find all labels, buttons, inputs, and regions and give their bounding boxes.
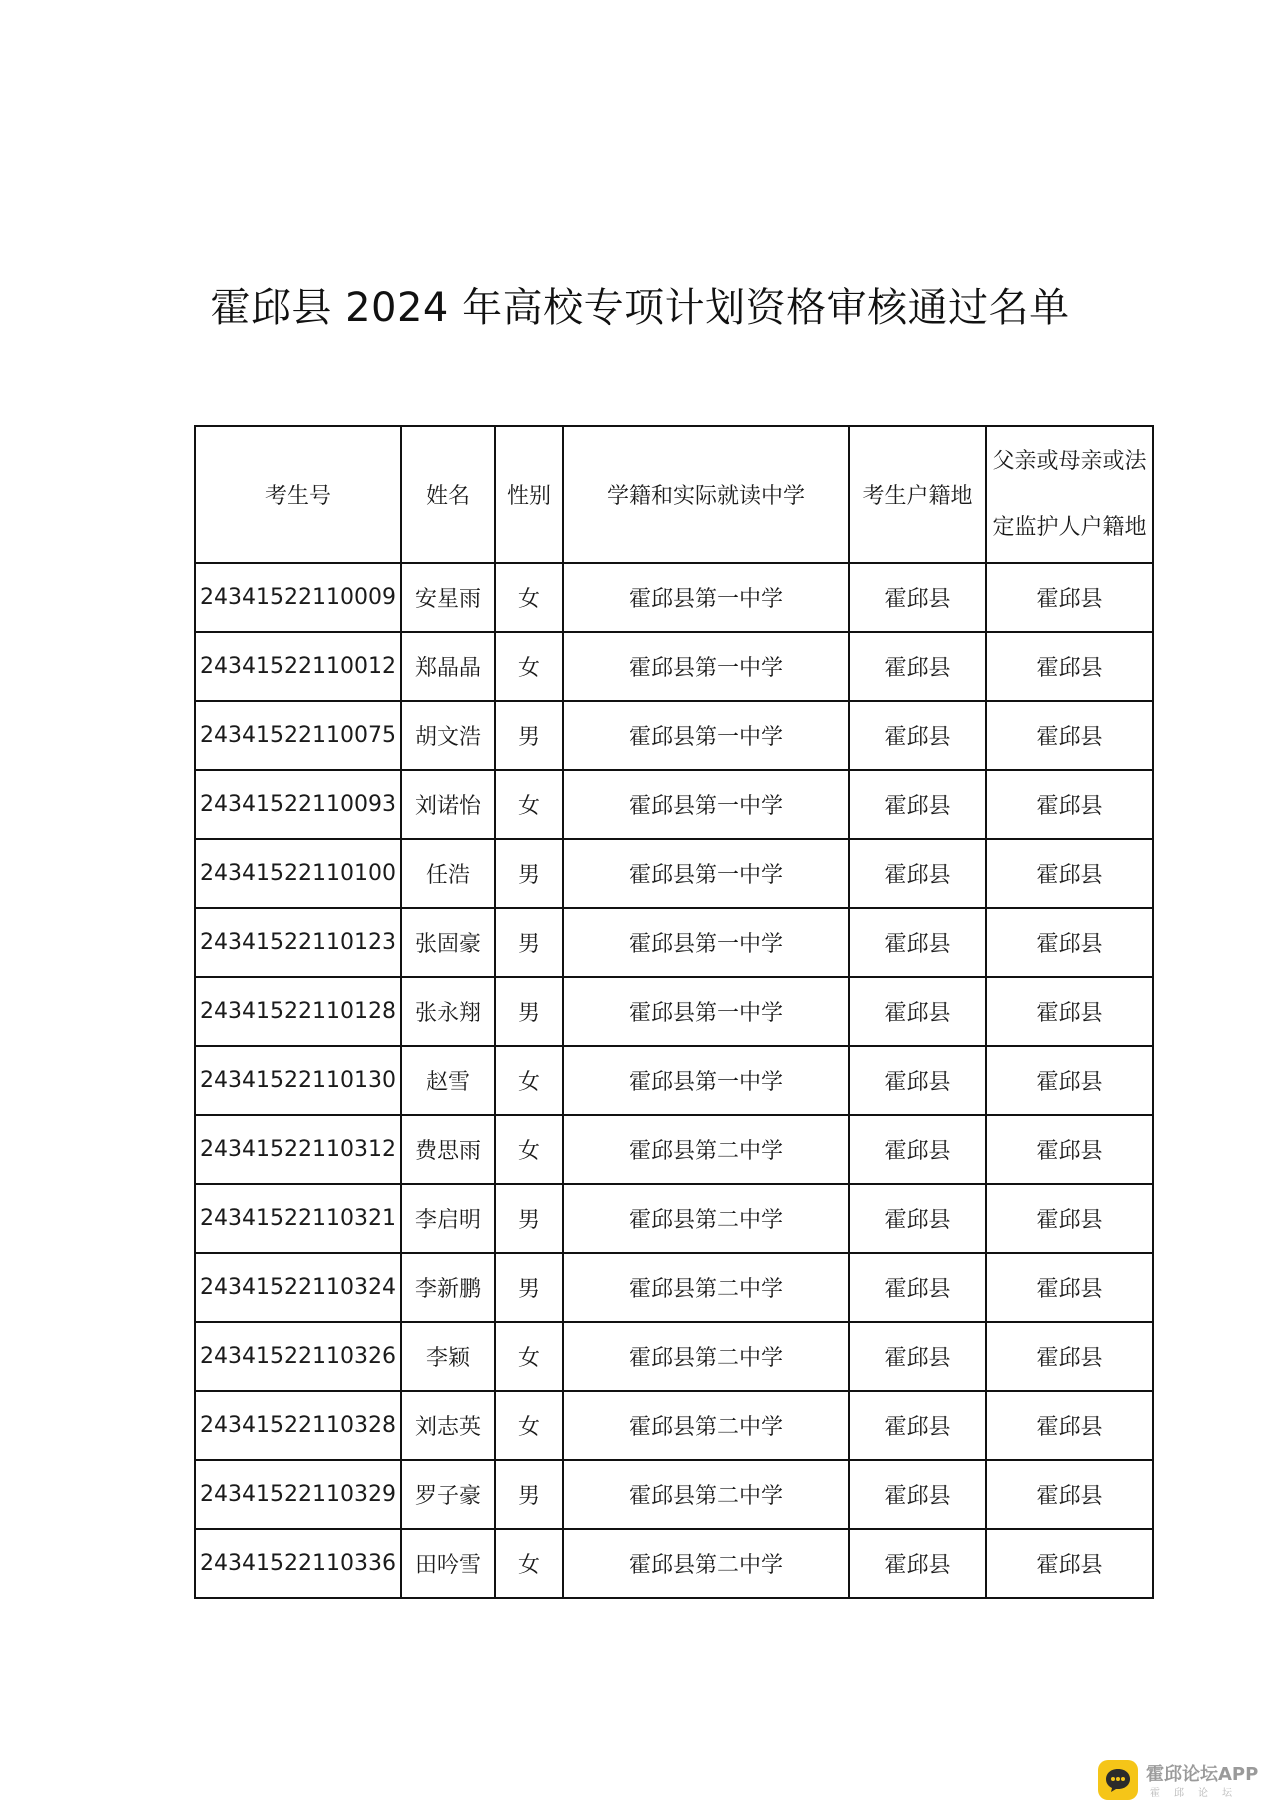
cell-exam-no: 24341522110123 — [195, 908, 401, 977]
table-row — [195, 1184, 1153, 1253]
cell-school: 霍邱县第二中学 — [563, 1184, 849, 1253]
cell-school: 霍邱县第一中学 — [563, 632, 849, 701]
cell-household: 霍邱县 — [849, 1115, 986, 1184]
page-title: 霍邱县 2024 年高校专项计划资格审核通过名单 — [210, 285, 1070, 331]
cell-parent-household: 霍邱县 — [986, 632, 1153, 701]
cell-name: 赵雪 — [401, 1046, 495, 1115]
table-row — [195, 977, 1153, 1046]
cell-gender: 女 — [495, 563, 563, 632]
cell-parent-household: 霍邱县 — [986, 1460, 1153, 1529]
cell-exam-no: 24341522110336 — [195, 1529, 401, 1598]
table-row — [195, 1529, 1153, 1598]
cell-household: 霍邱县 — [849, 1391, 986, 1460]
cell-exam-no: 24341522110326 — [195, 1322, 401, 1391]
cell-gender: 男 — [495, 1253, 563, 1322]
cell-school: 霍邱县第一中学 — [563, 1046, 849, 1115]
app-watermark — [1098, 1758, 1268, 1802]
cell-gender: 男 — [495, 1184, 563, 1253]
cell-school: 霍邱县第二中学 — [563, 1253, 849, 1322]
roster-table — [194, 425, 1154, 1599]
cell-parent-household: 霍邱县 — [986, 701, 1153, 770]
table-row — [195, 908, 1153, 977]
cell-gender: 女 — [495, 1391, 563, 1460]
cell-name: 胡文浩 — [401, 701, 495, 770]
cell-name: 罗子豪 — [401, 1460, 495, 1529]
cell-household: 霍邱县 — [849, 839, 986, 908]
cell-school: 霍邱县第二中学 — [563, 1460, 849, 1529]
table-row — [195, 1460, 1153, 1529]
table-row — [195, 1391, 1153, 1460]
cell-name: 张固豪 — [401, 908, 495, 977]
cell-name: 任浩 — [401, 839, 495, 908]
cell-school: 霍邱县第一中学 — [563, 770, 849, 839]
cell-gender: 男 — [495, 977, 563, 1046]
cell-name: 李颖 — [401, 1322, 495, 1391]
cell-exam-no: 24341522110093 — [195, 770, 401, 839]
cell-exam-no: 24341522110012 — [195, 632, 401, 701]
cell-name: 李启明 — [401, 1184, 495, 1253]
cell-gender: 女 — [495, 632, 563, 701]
table-body — [195, 563, 1153, 1598]
cell-gender: 女 — [495, 1322, 563, 1391]
cell-gender: 女 — [495, 1529, 563, 1598]
cell-household: 霍邱县 — [849, 1253, 986, 1322]
cell-exam-no: 24341522110009 — [195, 563, 401, 632]
header-exam-no: 考生号 — [195, 426, 401, 563]
cell-name: 刘志英 — [401, 1391, 495, 1460]
table-header-row — [195, 426, 1153, 563]
cell-parent-household: 霍邱县 — [986, 1046, 1153, 1115]
cell-household: 霍邱县 — [849, 1460, 986, 1529]
table-row — [195, 701, 1153, 770]
cell-exam-no: 24341522110100 — [195, 839, 401, 908]
table-row — [195, 1322, 1153, 1391]
cell-household: 霍邱县 — [849, 1322, 986, 1391]
watermark-app-name: 霍邱论坛APP — [1146, 1764, 1259, 1785]
cell-parent-household: 霍邱县 — [986, 1529, 1153, 1598]
header-name: 姓名 — [401, 426, 495, 563]
cell-exam-no: 24341522110312 — [195, 1115, 401, 1184]
cell-household: 霍邱县 — [849, 563, 986, 632]
cell-gender: 男 — [495, 908, 563, 977]
header-parent-household — [986, 426, 1153, 563]
cell-name: 郑晶晶 — [401, 632, 495, 701]
cell-school: 霍邱县第一中学 — [563, 977, 849, 1046]
cell-name: 张永翔 — [401, 977, 495, 1046]
table-row — [195, 632, 1153, 701]
watermark-subtitle: 霍邱论坛 — [1150, 1788, 1246, 1799]
cell-exam-no: 24341522110130 — [195, 1046, 401, 1115]
cell-gender: 男 — [495, 701, 563, 770]
cell-household: 霍邱县 — [849, 1529, 986, 1598]
cell-name: 李新鹏 — [401, 1253, 495, 1322]
cell-parent-household: 霍邱县 — [986, 563, 1153, 632]
cell-household: 霍邱县 — [849, 701, 986, 770]
cell-exam-no: 24341522110321 — [195, 1184, 401, 1253]
cell-school: 霍邱县第一中学 — [563, 563, 849, 632]
header-gender: 性别 — [495, 426, 563, 563]
cell-parent-household: 霍邱县 — [986, 977, 1153, 1046]
cell-school: 霍邱县第一中学 — [563, 701, 849, 770]
cell-name: 田吟雪 — [401, 1529, 495, 1598]
cell-household: 霍邱县 — [849, 1046, 986, 1115]
cell-parent-household: 霍邱县 — [986, 1253, 1153, 1322]
chat-bubble-icon — [1098, 1760, 1138, 1800]
cell-name: 刘诺怡 — [401, 770, 495, 839]
cell-exam-no: 24341522110324 — [195, 1253, 401, 1322]
header-parent-household-line2: 定监护人户籍地 — [992, 514, 1147, 540]
cell-exam-no: 24341522110328 — [195, 1391, 401, 1460]
cell-name: 费思雨 — [401, 1115, 495, 1184]
cell-exam-no: 24341522110075 — [195, 701, 401, 770]
cell-parent-household: 霍邱县 — [986, 1115, 1153, 1184]
cell-parent-household: 霍邱县 — [986, 1391, 1153, 1460]
cell-household: 霍邱县 — [849, 632, 986, 701]
cell-school: 霍邱县第一中学 — [563, 908, 849, 977]
header-household: 考生户籍地 — [849, 426, 986, 563]
header-school: 学籍和实际就读中学 — [563, 426, 849, 563]
table-row — [195, 1046, 1153, 1115]
cell-parent-household: 霍邱县 — [986, 770, 1153, 839]
cell-household: 霍邱县 — [849, 1184, 986, 1253]
cell-exam-no: 24341522110128 — [195, 977, 401, 1046]
cell-gender: 男 — [495, 1460, 563, 1529]
cell-parent-household: 霍邱县 — [986, 908, 1153, 977]
cell-parent-household: 霍邱县 — [986, 839, 1153, 908]
header-parent-household-line1: 父亲或母亲或法 — [992, 448, 1147, 474]
cell-school: 霍邱县第二中学 — [563, 1322, 849, 1391]
cell-parent-household: 霍邱县 — [986, 1322, 1153, 1391]
table-row — [195, 1253, 1153, 1322]
cell-school: 霍邱县第二中学 — [563, 1529, 849, 1598]
cell-gender: 女 — [495, 1115, 563, 1184]
table-row — [195, 839, 1153, 908]
table-row — [195, 1115, 1153, 1184]
table-row — [195, 563, 1153, 632]
cell-exam-no: 24341522110329 — [195, 1460, 401, 1529]
cell-parent-household: 霍邱县 — [986, 1184, 1153, 1253]
cell-gender: 女 — [495, 770, 563, 839]
cell-gender: 女 — [495, 1046, 563, 1115]
cell-school: 霍邱县第二中学 — [563, 1391, 849, 1460]
cell-school: 霍邱县第一中学 — [563, 839, 849, 908]
cell-school: 霍邱县第二中学 — [563, 1115, 849, 1184]
cell-household: 霍邱县 — [849, 770, 986, 839]
cell-name: 安星雨 — [401, 563, 495, 632]
cell-household: 霍邱县 — [849, 977, 986, 1046]
table-row — [195, 770, 1153, 839]
cell-household: 霍邱县 — [849, 908, 986, 977]
cell-gender: 男 — [495, 839, 563, 908]
